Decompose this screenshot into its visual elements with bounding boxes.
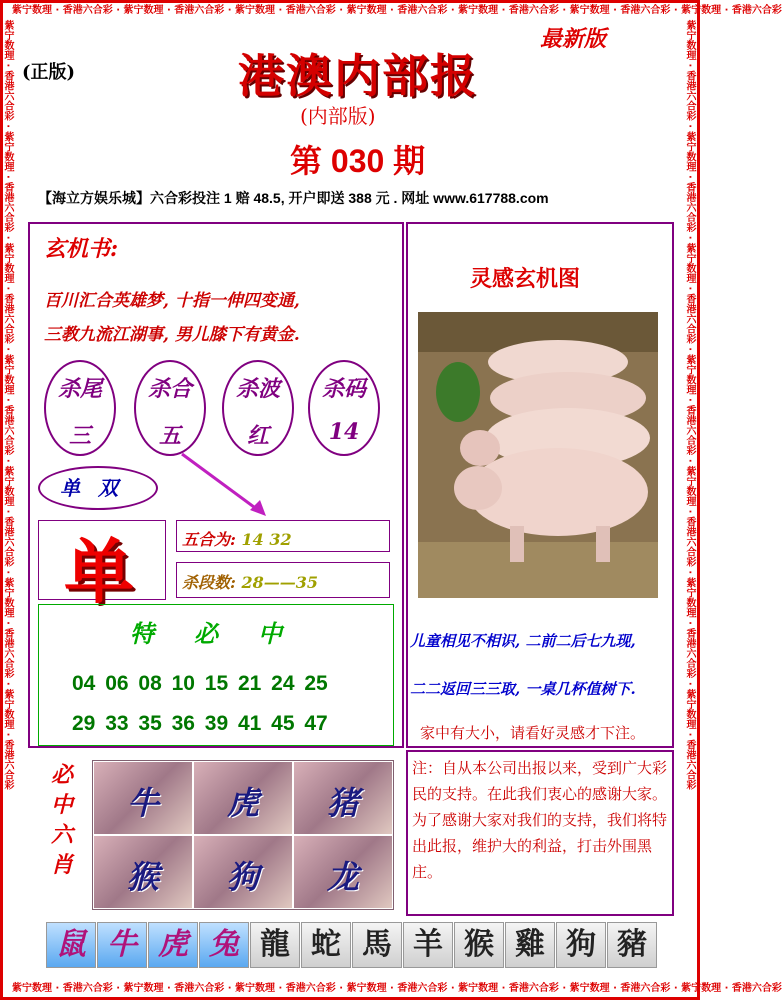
- zodiac-cell: [293, 835, 393, 909]
- riddle-line: 儿童相见不相识, 二前二后七九现,: [410, 632, 636, 650]
- oval-value: 五: [158, 423, 181, 449]
- special-heading: 特必中: [130, 619, 322, 648]
- border-text-right: 紫宁数理 · 香港六合彩 · 紫宁数理 · 香港六合彩 · 紫宁数理 · 香港六合彩 · 紫宁数理 · 香港六合彩 · 紫宁数理 · 香港六合彩 · 紫宁数理 · 香港六合彩 · 紫宁数理 · 香港六合彩: [684, 20, 695, 790]
- oval-key: 杀合: [147, 376, 192, 402]
- zodiac-tile: 虎: [148, 922, 198, 968]
- zodiac-label: 虎: [226, 784, 259, 822]
- zodiac-tile: 豬: [607, 922, 657, 968]
- kill-range-label: 杀段数:: [182, 573, 236, 592]
- kill-combo-oval: [134, 360, 206, 456]
- zodiac-label: 猪: [326, 784, 359, 822]
- odd-character: 单: [64, 530, 134, 613]
- poem-line: 百川汇合英雄梦, 十指一伸四变通,: [44, 291, 300, 311]
- numbers-row: 04 06 08 10 15 21 24 25: [72, 672, 328, 695]
- zodiac-cell: [293, 761, 393, 835]
- ad-line: 【海立方娱乐城】六合彩投注 1 赔 48.5, 开户即送 388 元 . 网址 www.617788.com: [38, 190, 549, 206]
- arrow-icon: [180, 450, 270, 520]
- kill-number-oval: [308, 360, 380, 456]
- mystery-heading: 玄机书:: [44, 236, 119, 262]
- six-zodiac-label: 必中六肖: [50, 762, 73, 878]
- zodiac-label: 猴: [126, 858, 159, 896]
- oval-key: 杀波: [235, 376, 280, 402]
- zodiac-cell: [93, 761, 193, 835]
- zodiac-tile: 雞: [505, 922, 555, 968]
- five-combo-text: [182, 527, 292, 550]
- zodiac-cell: [193, 761, 293, 835]
- border-text-left: 紫宁数理 · 香港六合彩 · 紫宁数理 · 香港六合彩 · 紫宁数理 · 香港六合彩 · 紫宁数理 · 香港六合彩 · 紫宁数理 · 香港六合彩 · 紫宁数理 · 香港六合彩 · 紫宁数理 · 香港六合彩: [2, 20, 13, 790]
- inspiration-heading: 灵感玄机图: [470, 266, 581, 292]
- oval-value: 三: [68, 423, 91, 449]
- odd-even-oval: 单双: [38, 466, 158, 510]
- zodiac-tile: 牛: [97, 922, 147, 968]
- zodiac-tile: 蛇: [301, 922, 351, 968]
- zodiac-label: 狗: [226, 858, 259, 896]
- zodiac-cell: [193, 835, 293, 909]
- zodiac-tile: 狗: [556, 922, 606, 968]
- zodiac-tile: 猴: [454, 922, 504, 968]
- zodiac-tile: 羊: [403, 922, 453, 968]
- riddle-tip: 家中有大小，请看好灵感才下注。: [420, 725, 646, 742]
- zodiac-tile: 鼠: [46, 922, 96, 968]
- zodiac-bar: [46, 922, 658, 968]
- oval-key: 杀尾: [57, 376, 102, 402]
- zodiac-tile: 龍: [250, 922, 300, 968]
- page-subtitle: (内部版): [300, 104, 376, 128]
- numbers-row: 29 33 35 36 39 41 45 47: [72, 712, 328, 735]
- genuine-label: (正版): [22, 62, 76, 83]
- page-title: 港澳内部报: [238, 49, 478, 103]
- riddle-line: 二二返回三三取, 一桌几杯值树下.: [410, 680, 636, 698]
- zodiac-tile: 兔: [199, 922, 249, 968]
- latest-edition-label: 最新版: [540, 26, 607, 52]
- zodiac-label: 龙: [326, 858, 359, 896]
- oval-key: 杀码: [321, 376, 366, 402]
- border-text-bottom: 紫宁数理 · 香港六合彩 · 紫宁数理 · 香港六合彩 · 紫宁数理 · 香港六合彩 · 紫宁数理 · 香港六合彩 · 紫宁数理 · 香港六合彩 · 紫宁数理 · 香港六合彩 · 紫宁数理 · 香港六合彩: [12, 983, 782, 994]
- zodiac-cell: [93, 835, 193, 909]
- note-text: 注：自从本公司出报以来，受到广大彩民的支持。在此我们衷心的感谢大家。为了感谢大家对我们的支持，我们将特出此报，维护大的利益，打击外围黑庄。: [412, 760, 668, 881]
- zodiac-grid: [92, 760, 394, 910]
- oval-value: 14: [328, 419, 360, 445]
- kill-range-value: 28——35: [241, 573, 319, 592]
- issue-number: 第 030 期: [290, 143, 426, 179]
- zodiac-tile: 馬: [352, 922, 402, 968]
- poem-line: 三教九流江湖事, 男儿膝下有黄金.: [44, 325, 300, 345]
- kill-tail-oval: [44, 360, 116, 456]
- border-text-top: 紫宁数理 · 香港六合彩 · 紫宁数理 · 香港六合彩 · 紫宁数理 · 香港六合彩 · 紫宁数理 · 香港六合彩 · 紫宁数理 · 香港六合彩 · 紫宁数理 · 香港六合彩 · 紫宁数理 · 香港六合彩: [12, 5, 782, 16]
- kill-wave-oval: [222, 360, 294, 456]
- kill-range-text: [182, 570, 318, 593]
- five-combo-label: 五合为:: [182, 530, 236, 549]
- oval-value: 红: [246, 423, 269, 449]
- five-combo-value: 14 32: [241, 530, 292, 549]
- pigs-photo: [418, 312, 658, 598]
- zodiac-label: 牛: [126, 784, 159, 822]
